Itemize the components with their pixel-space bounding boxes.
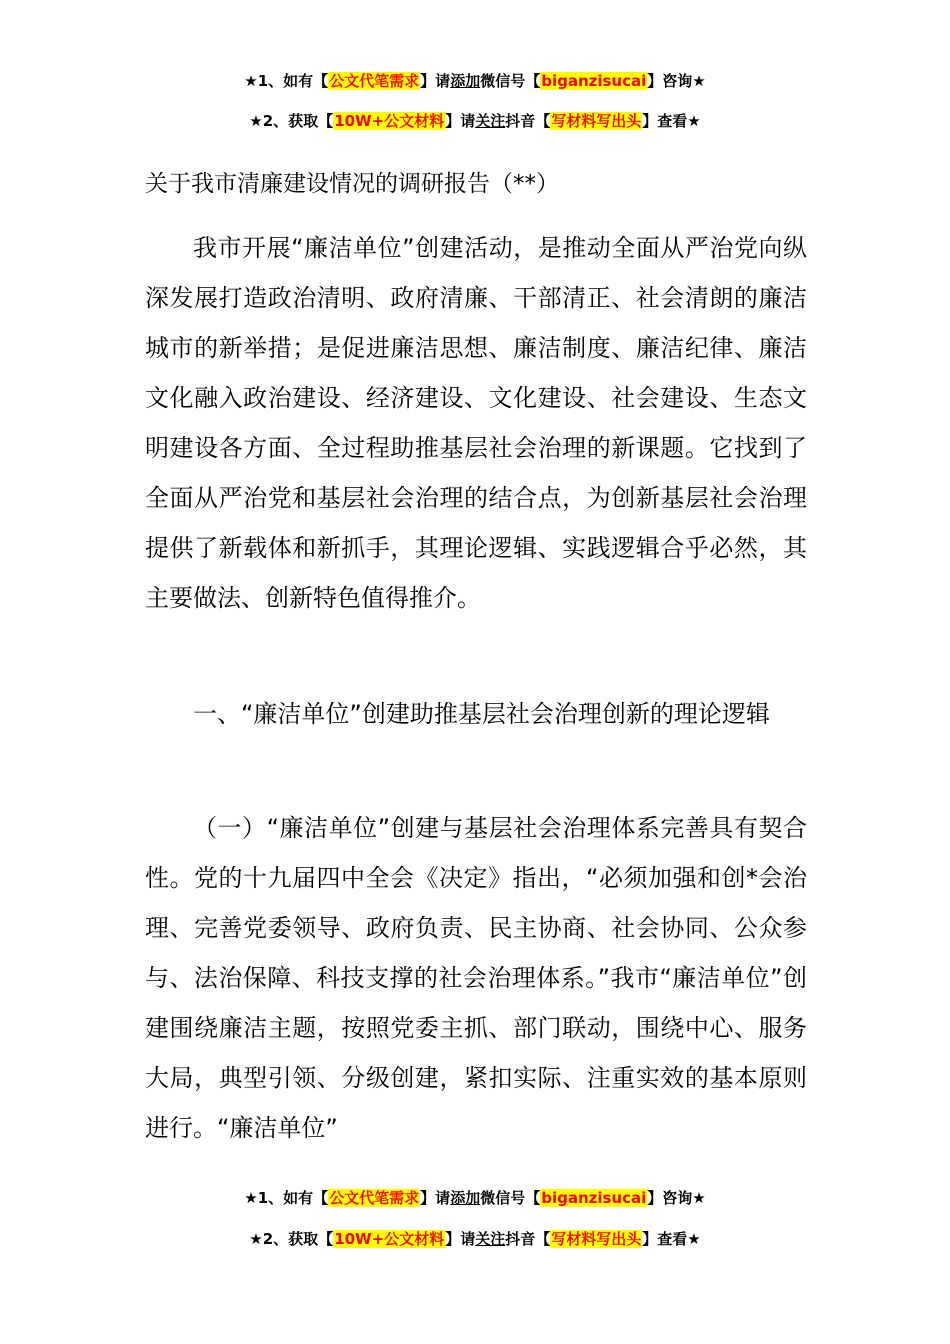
promo-text: ★1、如有【 bbox=[244, 72, 329, 90]
promo-underlined-text: 关注 bbox=[475, 1230, 506, 1248]
promo-text: ★2、获取【 bbox=[249, 112, 334, 130]
promo-text: ★1、如有【 bbox=[244, 1189, 329, 1207]
promo-text: 】咨询★ bbox=[647, 72, 706, 90]
document-title: 关于我市清廉建设情况的调研报告（**） bbox=[145, 171, 559, 197]
promo-highlight: 10W+公文材料 bbox=[334, 112, 445, 130]
promo-highlight-wechat-id: biganzisucai bbox=[541, 72, 647, 90]
promo-text: 】请 bbox=[420, 1189, 451, 1207]
header-promo-line-2 bbox=[0, 109, 950, 133]
header-promo-line-1 bbox=[0, 69, 950, 93]
promo-text: 抖音【 bbox=[505, 112, 551, 130]
promo-highlight-wechat-id: biganzisucai bbox=[541, 1189, 647, 1207]
promo-text: 】咨询★ bbox=[647, 1189, 706, 1207]
promo-highlight: 公文代笔需求 bbox=[329, 72, 420, 90]
promo-text: 抖音【 bbox=[505, 1230, 551, 1248]
promo-underlined-text: 添加 bbox=[450, 72, 481, 90]
promo-highlight: 10W+公文材料 bbox=[334, 1230, 445, 1248]
footer-promo-line-1 bbox=[0, 1186, 950, 1210]
footer-promo-line-2 bbox=[0, 1227, 950, 1251]
promo-highlight: 公文代笔需求 bbox=[329, 1189, 420, 1207]
promo-text: 】查看★ bbox=[642, 1230, 701, 1248]
section-heading-1: 一、“廉洁单位”创建助推基层社会治理创新的理论逻辑 bbox=[193, 700, 770, 728]
promo-highlight-douyin-id: 写材料写出头 bbox=[551, 112, 642, 130]
promo-highlight-douyin-id: 写材料写出头 bbox=[551, 1230, 642, 1248]
promo-text: 】查看★ bbox=[642, 112, 701, 130]
promo-underlined-text: 添加 bbox=[450, 1189, 481, 1207]
promo-text: 微信号【 bbox=[480, 72, 541, 90]
body-paragraph-intro: 我市开展“廉洁单位”创建活动，是推动全面从严治党向纵深发展打造政治清明、政府清廉、干部清正、社会清朗的廉洁城市的新举措；是促进廉洁思想、廉洁制度、廉洁纪律、廉洁文化融入政治建设、经济建设、文化建设、社会建设、生态文明建设各方面、全过程助推基层社会治理的新课题。它找到了全面从严治党和基层社会治理的结合点，为创新基层社会治理提供了新载体和新抓手，其理论逻辑、实践逻辑合乎必然，其主要做法、创新特色值得推介。 bbox=[145, 234, 807, 612]
promo-text: 微信号【 bbox=[480, 1189, 541, 1207]
promo-text: 】请 bbox=[420, 72, 451, 90]
promo-underlined-text: 关注 bbox=[475, 112, 506, 130]
promo-text: 】请 bbox=[445, 1230, 476, 1248]
promo-text: 】请 bbox=[445, 112, 476, 130]
body-paragraph-subsection-1: （一）“廉洁单位”创建与基层社会治理体系完善具有契合性。党的十九届四中全会《决定》指出，“必须加强和创*会治理、完善党委领导、政府负责、民主协商、社会协同、公众参与、法治保障、科技支撑的社会治理体系。”我市“廉洁单位”创建围绕廉洁主题，按照党委主抓、部门联动，围绕中心、服务大局，典型引领、分级创建，紧扣实际、注重实效的基本原则进行。“廉洁单位” bbox=[145, 814, 807, 1142]
promo-text: ★2、获取【 bbox=[249, 1230, 334, 1248]
